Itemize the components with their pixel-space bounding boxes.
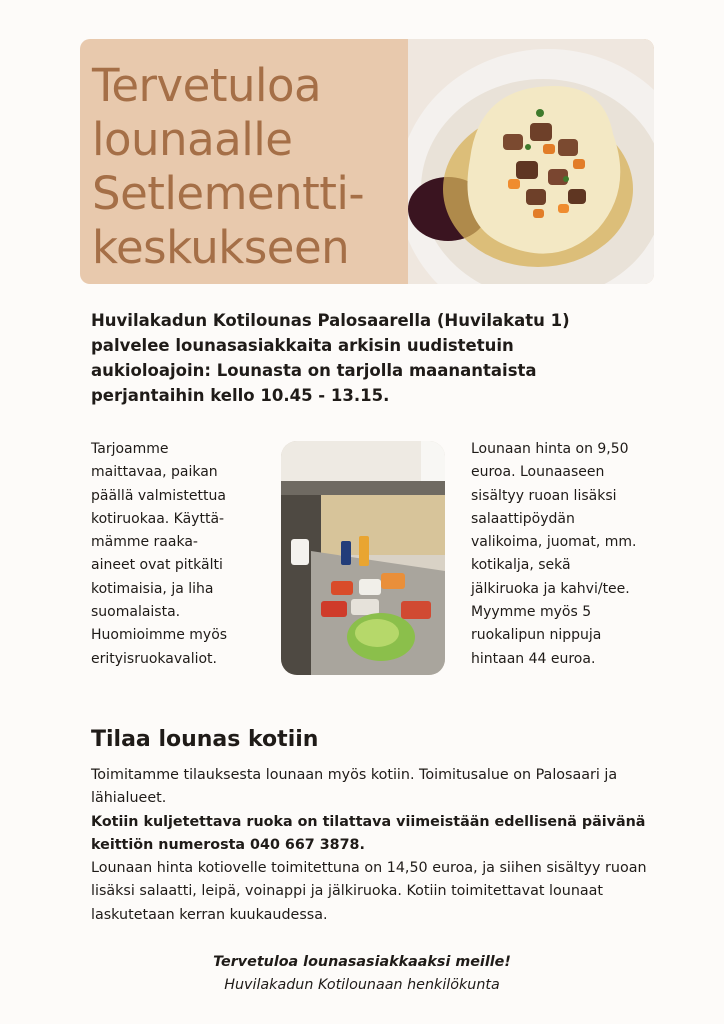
- delivery-body: [91, 764, 651, 927]
- food-photo: [408, 39, 654, 284]
- hero-title: Tervetuloa lounaalle Setlementti- keskukseen: [92, 59, 365, 274]
- closing-welcome: Tervetuloa lounasasiakkaaksi meille!: [213, 954, 511, 970]
- closing-signoff: Huvilakadun Kotilounaan henkilökunta: [224, 977, 500, 994]
- salad-buffet-photo: [281, 441, 445, 675]
- food-photo-illustration: [408, 39, 654, 284]
- delivery-paragraph: Toimitamme tilauksesta lounaan myös kotiin. Toimitusalue on Palosaari ja lähialueet.: [91, 767, 618, 807]
- salad-buffet-illustration: [281, 441, 445, 675]
- right-column-text: Lounaan hinta on 9,50 euroa. Lounaaseen sisältyy ruoan lisäksi salaattipöydän valikoima, juomat, mm. kotikalja, sekä jälkiruoka ja kahvi/tee. Myymme myös 5 ruokalipun nippuja hintaan 44 euroa.: [471, 441, 637, 667]
- closing-signature: [0, 951, 724, 998]
- intro-text: Huvilakadun Kotilounas Palosaarella (Huvilakatu 1) palvelee lounasasiakkaita arkisin uudistetuin aukioloajoin: Lounasta on tarjolla maanantaista perjantaihin kello 10.45 - 13.15.: [91, 311, 570, 405]
- left-column-text: Tarjoamme maittavaa, paikan päällä valmistettua kotiruokaa. Käyttä- mämme raaka- aineet ovat pitkälti kotimaisia, ja liha suomalaista. Huomioimme myös erityisruokavaliot.: [91, 441, 228, 667]
- delivery-title: Tilaa lounas kotiin: [91, 727, 319, 752]
- hero-banner: [80, 39, 654, 284]
- delivery-price-paragraph: Lounaan hinta kotiovelle toimitettuna on 14,50 euroa, ja siihen sisältyy ruoan lisäksi salaatti, leipä, voinappi ja jälkiruoka. Kotiin toimitettavat lounaat laskutetaan kerran kuukaudessa.: [91, 860, 647, 923]
- delivery-order-notice: Kotiin kuljetettava ruoka on tilattava viimeistään edellisenä päivänä keittiön numerosta 040 667 3878.: [91, 813, 646, 853]
